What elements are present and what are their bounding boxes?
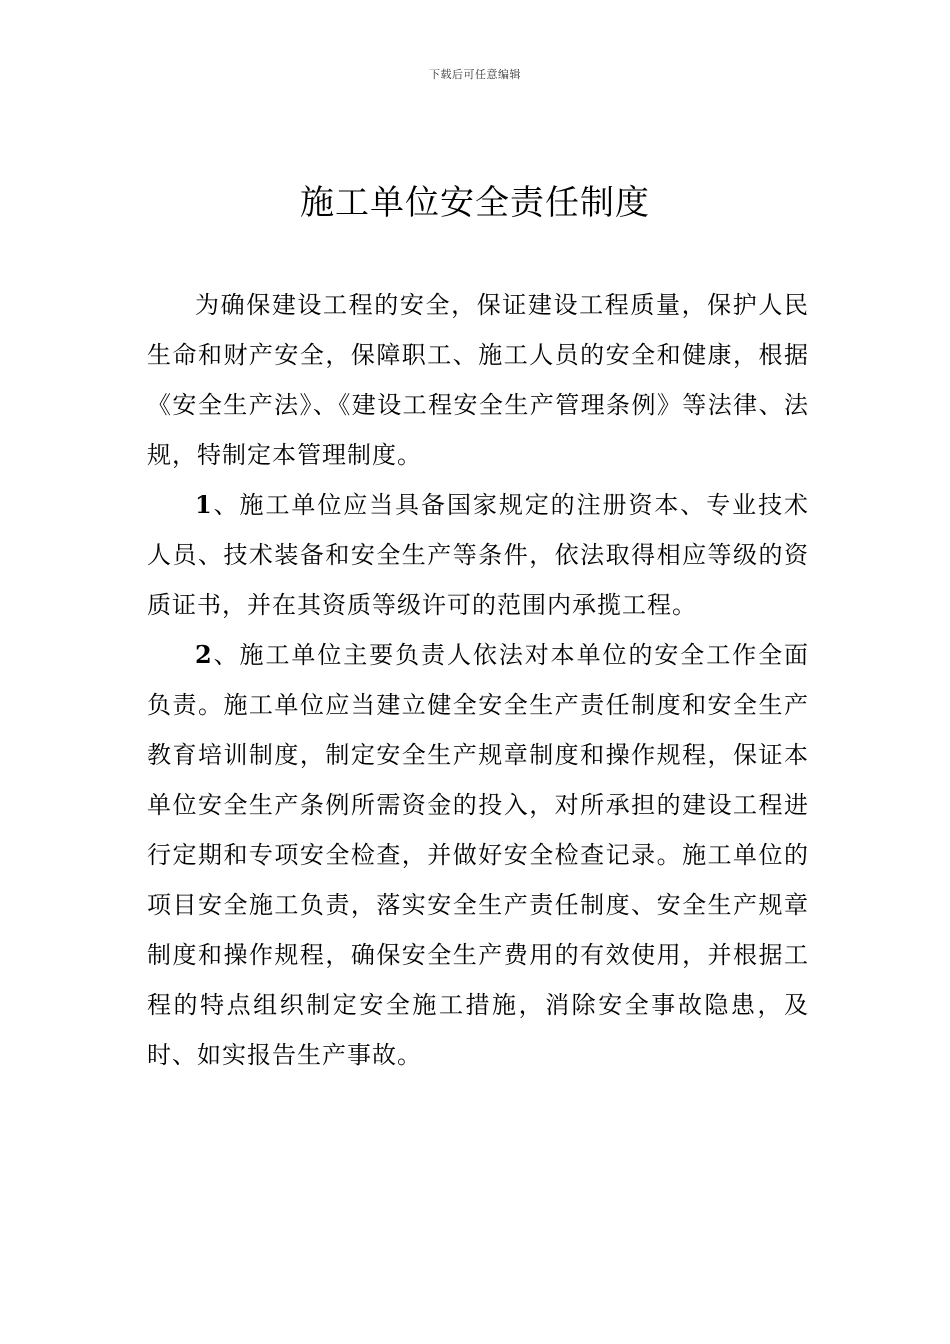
paragraph-number: 1	[195, 490, 213, 519]
document-title: 施工单位安全责任制度	[300, 182, 650, 223]
paragraph-1	[147, 480, 809, 630]
paragraph-text: 、施工单位主要负责人依法对本单位的安全工作全面负责。施工单位应当建立健全安全生产责任制度和安全生产教育培训制度，制定安全生产规章制度和操作规程，保证本单位安全生产条例所需资金的投入，对所承担的建设工程进行定期和专项安全检查，并做好安全检查记录。施工单位的项目安全施工负责，落实安全生产责任制度、安全生产规章制度和操作规程，确保安全生产费用的有效使用，并根据工程的特点组织制定安全施工措施，消除安全事故隐患，及时、如实报告生产事故。	[147, 641, 809, 1069]
paragraph-text: 为确保建设工程的安全，保证建设工程质量，保护人民生命和财产安全，保障职工、施工人员的安全和健康，根据《安全生产法》、《建设工程安全生产管理条例》等法律、法规，特制定本管理制度。	[147, 291, 809, 469]
paragraph-number: 2	[195, 640, 213, 669]
paragraph-2	[147, 630, 809, 1080]
document-body	[147, 280, 809, 1080]
paragraph-text: 、施工单位应当具备国家规定的注册资本、专业技术人员、技术装备和安全生产等条件，依法取得相应等级的资质证书，并在其资质等级许可的范围内承揽工程。	[147, 491, 809, 619]
paragraph-intro	[147, 280, 809, 480]
header-note: 下载后可任意编辑	[429, 68, 521, 81]
